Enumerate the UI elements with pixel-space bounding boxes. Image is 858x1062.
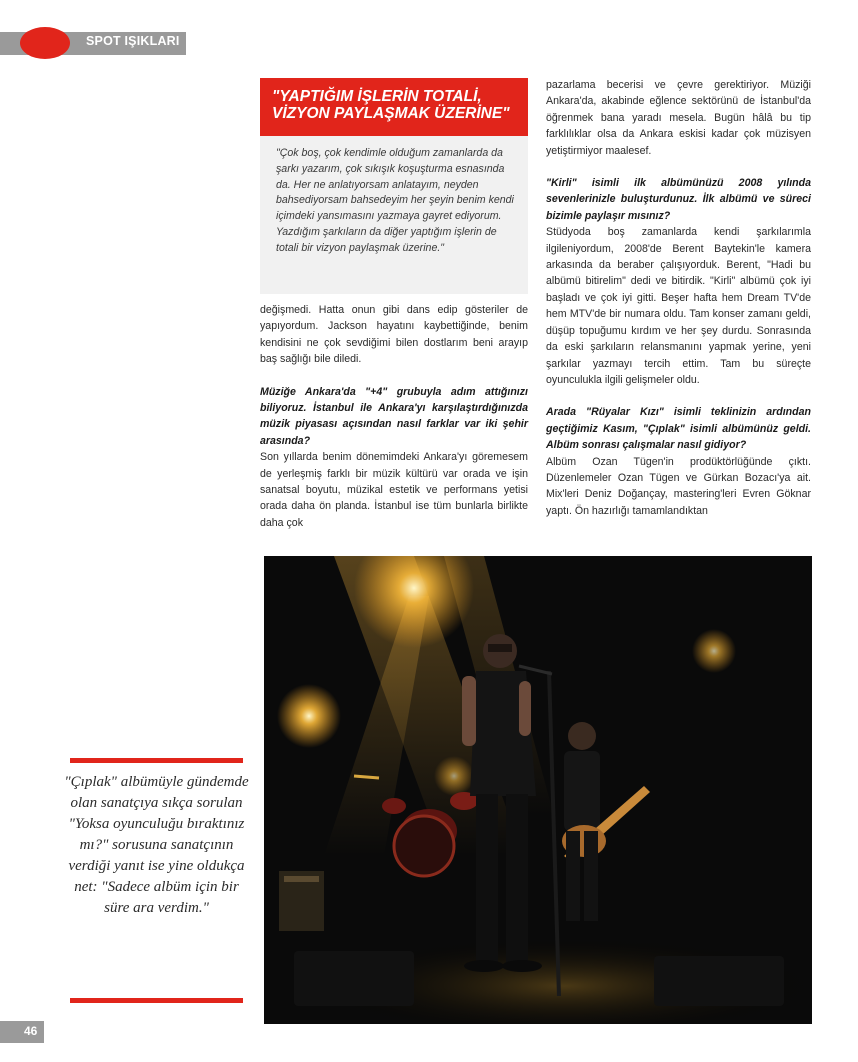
- page-number-tab: [0, 1021, 44, 1043]
- interview-question: Müziğe Ankara'da "+4" grubuyla adım attığınızı biliyoruz. İstanbul ile Ankara'yı karşılaştırdığınızda müzik piyasası açısından nasıl farklar var iki şehir arasında?: [260, 385, 528, 447]
- section-label: SPOT IŞIKLARI: [86, 34, 180, 48]
- interview-question: "Kirli" isimli ilk albümünüzü 2008 yılında sevenlerinizle buluşturdunuz. İlk albümü ve süreci bizimle paylaşır mısınız?: [546, 177, 811, 222]
- pull-quote-body: "Çok boş, çok kendimle olduğum zamanlarda da şarkı yazarım, çok sıkışık koşuşturma esnasında da. Her ne anlatıyorsam anlatayım, neyden bahsediyorsam bahsedeyim her şeyin benim kendi içimdeki yansımasını yazmaya gayret ediyorum. Yazdığım şarkıların da diğer yaptığım işlerin de totali bir vizyon paylaşmak üzerine.": [276, 147, 514, 254]
- side-quote-rule-top: [70, 758, 243, 763]
- section-dot-icon: [20, 27, 70, 59]
- paragraph: Albüm Ozan Tügen'in prodüktörlüğünde çıktı. Düzenlemeler Ozan Tügen ve Gürkan Bozacı'ya ait. Mix'leri Deniz Doğançay, mastering'leri Evren Göknar yaptı. Ön hazırlığı tamamlandıktan: [546, 455, 811, 517]
- paragraph: değişmedi. Hatta onun gibi dans edip gösteriler de yapıyordum. Jackson hayatını kaybettiğinde, benim kendisini ne çok sevdiğimi bilen dostlarım beni arayıp baş sağlığı bile diledi.: [260, 304, 528, 366]
- side-quote-rule-bottom: [70, 998, 243, 1003]
- page-number: 46: [24, 1024, 38, 1038]
- paragraph: pazarlama becerisi ve çevre gerektiriyor. Müziği Ankara'da, akabinde eğlence sektörünü de İstanbul'da öğrenmek bana yaradı mesela. Bugün hâlâ bu tip farklılıklar olsa da Ankara eskisi kadar çok müzisyen yetiştirmiyor maalesef.: [546, 79, 811, 157]
- side-pull-quote: "Çıplak" albümüyle gündemde olan sanatçıya sıkça sorulan "Yoksa oyunculuğu bıraktınız mı?" sorusuna sanatçının verdiği yanıt ise yine oldukça net: "Sadece albüm için bir süre ara verdim.": [64, 774, 249, 916]
- pull-quote-headline: "YAPTIĞIM İŞLERİN TOTALİ, VİZYON PAYLAŞMAK ÜZERİNE": [272, 88, 510, 122]
- interview-question: Arada "Rüyalar Kızı" isimli teklinizin ardından geçtiğimiz Kasım, "Çıplak" isimli albümünüz geldi. Albüm sonrası çalışmalar nasıl gidiyor?: [546, 406, 811, 452]
- paragraph: Stüdyoda boş zamanlarda kendi şarkılarımla ilgileniyordum, 2008'de Berent Baytekin'le kamera arkasında da beraber çalışıyorduk. Berent, "Hadi bu albümü bitirelim" dedi ve bitirdik. "Kirli" albümü çok iyi başladı ve çok iyi gitti. Beşer hafta hem Dream TV'de hem MTV'de bir numara oldu. Tam konser zamanı geldi, düşüp topuğumu kırdım ve her şey durdu. Sonrasında da eski şarkıların relansmanını yapmak yerine, yeni şarkılar yazmayı tercih ettim. Tam bu süreçte oyunculukla ilgili gelişmeler oldu.: [546, 226, 811, 386]
- concert-photo-illustration: [264, 556, 812, 1024]
- pull-quote-header: [260, 78, 528, 136]
- article-column-left: [260, 302, 528, 547]
- paragraph: Son yıllarda benim dönemimdeki Ankara'yı göremesem de yerleşmiş farklı bir müzik kültürü var orada ve işin sanatsal boyutu, müzikal estetik ve performans yetisi orada daha ön planda. İstanbul ise tüm bunlarla birlikte daha çok: [260, 451, 528, 529]
- article-column-right: [546, 77, 811, 535]
- concert-photo: [264, 556, 812, 1024]
